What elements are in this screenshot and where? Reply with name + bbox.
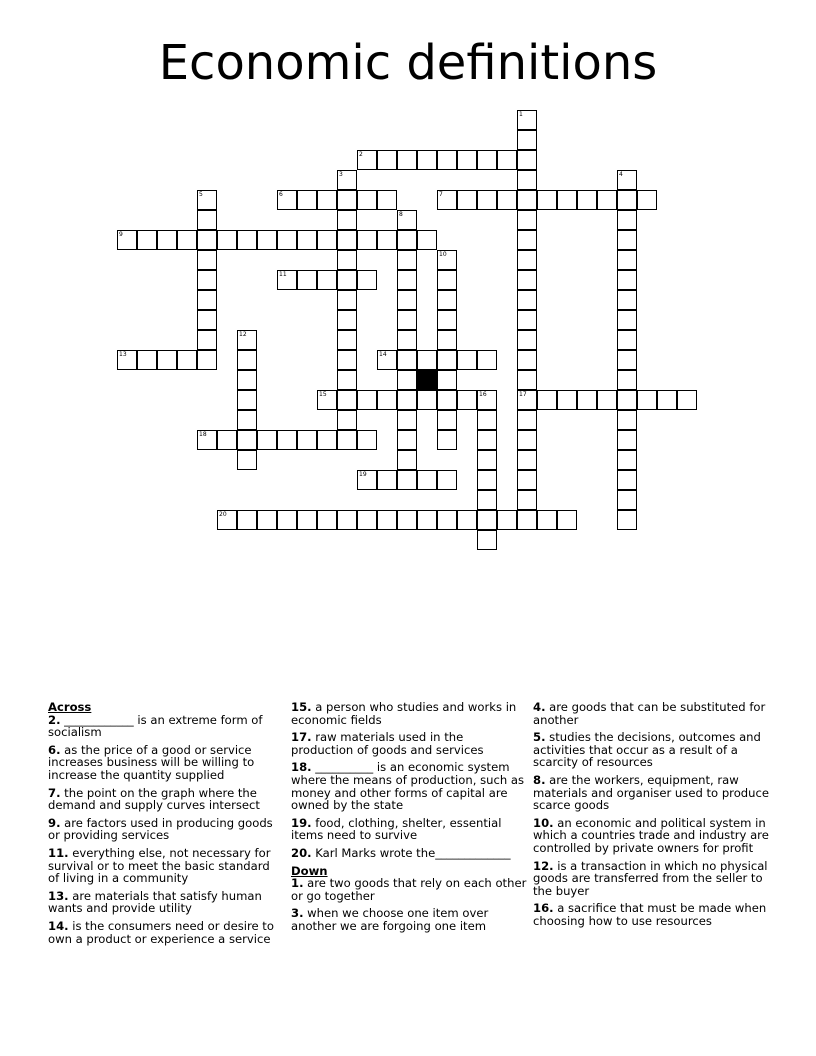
grid-cell[interactable] — [217, 230, 237, 250]
grid-cell[interactable] — [197, 290, 217, 310]
clue-item — [291, 877, 527, 902]
clue-number-label: 9. — [48, 815, 61, 830]
grid-cell[interactable] — [337, 370, 357, 390]
clue-number: 5 — [199, 191, 203, 198]
grid-cell[interactable] — [377, 470, 397, 490]
down-clue-list — [291, 877, 527, 932]
grid-cell[interactable] — [297, 430, 317, 450]
grid-cell[interactable] — [397, 270, 417, 290]
grid-cell[interactable] — [617, 270, 637, 290]
clue-text: everything else, not necessary for survival or to meet the basic standard of living in a community — [48, 845, 271, 886]
grid-cell[interactable] — [457, 390, 477, 410]
grid-cell[interactable] — [377, 150, 397, 170]
clue-number: 16 — [479, 391, 487, 398]
grid-cell[interactable] — [417, 150, 437, 170]
grid-cell[interactable] — [437, 290, 457, 310]
grid-cell[interactable] — [397, 390, 417, 410]
grid-cell[interactable] — [357, 510, 377, 530]
grid-cell[interactable] — [537, 190, 557, 210]
grid-cell[interactable] — [137, 230, 157, 250]
grid-cell[interactable] — [517, 170, 537, 190]
grid-cell[interactable] — [477, 410, 497, 430]
grid-cell[interactable] — [397, 450, 417, 470]
clue-item — [48, 920, 284, 945]
grid-cell[interactable] — [337, 390, 357, 410]
clue-item — [291, 847, 527, 860]
clues-column-1 — [48, 701, 284, 950]
grid-cell[interactable] — [517, 250, 537, 270]
clue-number-label: 16. — [533, 901, 554, 916]
grid-cell[interactable] — [397, 510, 417, 530]
clue-item — [48, 714, 284, 739]
grid-cell[interactable] — [317, 190, 337, 210]
grid-cell[interactable] — [297, 230, 317, 250]
grid-cell[interactable] — [617, 510, 637, 530]
grid-cell[interactable] — [397, 210, 417, 230]
grid-cell[interactable] — [617, 290, 637, 310]
grid-cell[interactable] — [357, 470, 377, 490]
grid-cell[interactable] — [297, 270, 317, 290]
clue-number: 7 — [439, 191, 443, 198]
grid-cell[interactable] — [377, 230, 397, 250]
clue-text: are goods that can be substituted for another — [533, 700, 766, 727]
clue-text: __________ is an economic system where the means of production, such as money and other forms of capital are owned by the state — [291, 760, 525, 813]
grid-cell[interactable] — [397, 470, 417, 490]
grid-cell[interactable] — [517, 410, 537, 430]
grid-cell[interactable] — [397, 290, 417, 310]
grid-cell[interactable] — [357, 190, 377, 210]
grid-cell[interactable] — [277, 270, 297, 290]
grid-cell[interactable] — [437, 250, 457, 270]
grid-cell[interactable] — [517, 150, 537, 170]
grid-cell[interactable] — [437, 410, 457, 430]
grid-cell[interactable] — [517, 130, 537, 150]
grid-cell[interactable] — [217, 510, 237, 530]
grid-cell[interactable] — [337, 170, 357, 190]
clue-text: ____________ is an extreme form of socialism — [48, 712, 263, 740]
grid-cell[interactable] — [357, 150, 377, 170]
clue-number-label: 5. — [533, 730, 546, 745]
grid-cell[interactable] — [517, 450, 537, 470]
grid-cell[interactable] — [397, 430, 417, 450]
grid-cell[interactable] — [437, 190, 457, 210]
across-heading: Across — [48, 700, 92, 714]
grid-cell[interactable] — [477, 530, 497, 550]
grid-cell[interactable] — [337, 270, 357, 290]
grid-cell[interactable] — [517, 270, 537, 290]
clue-number-label: 6. — [48, 742, 61, 757]
grid-cell[interactable] — [477, 430, 497, 450]
clue-number-label: 11. — [48, 845, 69, 860]
grid-cell[interactable] — [257, 230, 277, 250]
grid-cell[interactable] — [357, 270, 377, 290]
grid-cell[interactable] — [597, 190, 617, 210]
clue-item — [533, 774, 769, 812]
clue-number-label: 12. — [533, 858, 554, 873]
grid-cell[interactable] — [497, 150, 517, 170]
clue-number-label: 14. — [48, 918, 69, 933]
clue-item — [291, 907, 527, 932]
grid-cell[interactable] — [277, 190, 297, 210]
grid-cell[interactable] — [197, 210, 217, 230]
clue-number-label: 20. — [291, 845, 312, 860]
grid-cell[interactable] — [337, 310, 357, 330]
grid-cell[interactable] — [497, 510, 517, 530]
clue-number-label: 19. — [291, 815, 312, 830]
clue-number-label: 15. — [291, 700, 312, 714]
grid-cell[interactable] — [397, 250, 417, 270]
grid-cell[interactable] — [197, 230, 217, 250]
grid-cell[interactable] — [417, 230, 437, 250]
grid-cell[interactable] — [417, 350, 437, 370]
grid-cell[interactable] — [517, 210, 537, 230]
clue-item — [533, 860, 769, 898]
grid-cell[interactable] — [337, 510, 357, 530]
grid-cell[interactable] — [597, 390, 617, 410]
grid-cell[interactable] — [337, 250, 357, 270]
grid-cell[interactable] — [637, 190, 657, 210]
grid-cell[interactable] — [517, 430, 537, 450]
grid-cell[interactable] — [517, 110, 537, 130]
grid-cell[interactable] — [537, 510, 557, 530]
grid-cell[interactable] — [197, 310, 217, 330]
grid-cell[interactable] — [577, 190, 597, 210]
grid-cell[interactable] — [197, 330, 217, 350]
grid-cell[interactable] — [197, 430, 217, 450]
grid-cell[interactable] — [237, 370, 257, 390]
grid-cell[interactable] — [317, 390, 337, 410]
grid-cell[interactable] — [517, 290, 537, 310]
clue-item — [48, 890, 284, 915]
clue-number: 12 — [239, 331, 247, 338]
clue-number-label: 1. — [291, 876, 304, 891]
grid-cell[interactable] — [477, 470, 497, 490]
grid-cell[interactable] — [617, 230, 637, 250]
clue-number: 6 — [279, 191, 283, 198]
grid-cell[interactable] — [517, 330, 537, 350]
grid-cell[interactable] — [317, 430, 337, 450]
grid-cell[interactable] — [337, 230, 357, 250]
grid-cell[interactable] — [337, 330, 357, 350]
grid-cell[interactable] — [437, 370, 457, 390]
clue-text: the point on the graph where the demand and supply curves intersect — [48, 785, 260, 813]
clue-number: 20 — [219, 511, 227, 518]
grid-cell[interactable] — [557, 390, 577, 410]
grid-cell[interactable] — [517, 310, 537, 330]
clue-number-label: 7. — [48, 785, 61, 800]
clue-text: raw materials used in the production of goods and services — [291, 730, 484, 757]
grid-cell[interactable] — [237, 230, 257, 250]
clue-item — [48, 787, 284, 812]
grid-cell[interactable] — [317, 230, 337, 250]
grid-cell[interactable] — [237, 450, 257, 470]
grid-cell[interactable] — [237, 430, 257, 450]
grid-cell[interactable] — [377, 510, 397, 530]
clue-text: are factors used in producing goods or providing services — [48, 815, 273, 843]
grid-cell[interactable] — [337, 430, 357, 450]
grid-cell[interactable] — [617, 410, 637, 430]
grid-cell[interactable] — [437, 430, 457, 450]
clue-item — [533, 701, 769, 726]
clue-number-label: 10. — [533, 815, 554, 830]
clue-number: 9 — [119, 231, 123, 238]
clue-text: is the consumers need or desire to own a product or experience a service — [48, 918, 274, 946]
grid-cell[interactable] — [317, 270, 337, 290]
grid-cell[interactable] — [617, 250, 637, 270]
black-cell — [417, 370, 437, 390]
grid-cell[interactable] — [117, 230, 137, 250]
clue-number-label: 13. — [48, 888, 69, 903]
grid-cell[interactable] — [437, 330, 457, 350]
grid-cell[interactable] — [457, 190, 477, 210]
grid-cell[interactable] — [177, 350, 197, 370]
grid-cell[interactable] — [337, 350, 357, 370]
grid-cell[interactable] — [417, 470, 437, 490]
clue-text: food, clothing, shelter, essential items need to survive — [291, 815, 502, 843]
clue-item — [48, 817, 284, 842]
grid-cell[interactable] — [437, 150, 457, 170]
grid-cell[interactable] — [617, 310, 637, 330]
grid-cell[interactable] — [457, 150, 477, 170]
clue-number: 15 — [319, 391, 327, 398]
grid-cell[interactable] — [477, 350, 497, 370]
grid-cell[interactable] — [557, 510, 577, 530]
clue-item — [291, 761, 527, 811]
clue-item — [533, 731, 769, 769]
grid-cell[interactable] — [617, 330, 637, 350]
clue-number: 10 — [439, 251, 447, 258]
grid-cell[interactable] — [197, 250, 217, 270]
grid-cell[interactable] — [277, 230, 297, 250]
clue-item — [533, 902, 769, 927]
grid-cell[interactable] — [637, 390, 657, 410]
clue-text: an economic and political system in which a countries trade and industry are controlled by private owners for profit — [533, 815, 769, 855]
clue-number: 17 — [519, 391, 527, 398]
clue-item — [48, 744, 284, 782]
clue-number: 14 — [379, 351, 387, 358]
grid-cell[interactable] — [477, 390, 497, 410]
grid-cell[interactable] — [517, 350, 537, 370]
grid-cell[interactable] — [617, 210, 637, 230]
grid-cell[interactable] — [357, 430, 377, 450]
grid-cell[interactable] — [297, 190, 317, 210]
grid-cell[interactable] — [477, 150, 497, 170]
grid-cell[interactable] — [477, 190, 497, 210]
grid-cell[interactable] — [237, 390, 257, 410]
grid-cell[interactable] — [517, 490, 537, 510]
grid-cell[interactable] — [437, 390, 457, 410]
clue-number: 1 — [519, 111, 523, 118]
grid-cell[interactable] — [617, 390, 637, 410]
clue-text: studies the decisions, outcomes and activities that occur as a result of a scarcity of resources — [533, 730, 761, 770]
grid-cell[interactable] — [397, 330, 417, 350]
clue-text: when we choose one item over another we are forgoing one item — [291, 906, 489, 933]
grid-cell[interactable] — [477, 490, 497, 510]
grid-cell[interactable] — [357, 390, 377, 410]
grid-cell[interactable] — [517, 230, 537, 250]
across-clue-list — [48, 714, 284, 946]
grid-cell[interactable] — [677, 390, 697, 410]
clue-item — [533, 817, 769, 855]
clue-number: 3 — [339, 171, 343, 178]
grid-cell[interactable] — [377, 390, 397, 410]
grid-cell[interactable] — [237, 410, 257, 430]
grid-cell[interactable] — [517, 470, 537, 490]
grid-cell[interactable] — [397, 150, 417, 170]
grid-cell[interactable] — [157, 350, 177, 370]
clue-item — [291, 731, 527, 756]
clue-number: 18 — [199, 431, 207, 438]
grid-cell[interactable] — [337, 410, 357, 430]
grid-cell[interactable] — [517, 190, 537, 210]
grid-cell[interactable] — [237, 350, 257, 370]
grid-cell[interactable] — [257, 510, 277, 530]
grid-cell[interactable] — [617, 350, 637, 370]
grid-cell[interactable] — [297, 510, 317, 530]
grid-cell[interactable] — [397, 350, 417, 370]
grid-cell[interactable] — [397, 370, 417, 390]
clue-number: 19 — [359, 471, 367, 478]
grid-cell[interactable] — [257, 430, 277, 450]
clue-text: a person who studies and works in economic fields — [291, 700, 517, 727]
grid-cell[interactable] — [377, 350, 397, 370]
clue-text: are the workers, equipment, raw materials and organiser used to produce scarce goods — [533, 772, 769, 813]
grid-cell[interactable] — [477, 450, 497, 470]
clue-text: Karl Marks wrote the_____________ — [311, 845, 511, 860]
clue-number-label: 3. — [291, 906, 304, 921]
down-clue-list-continued — [533, 701, 769, 928]
clue-number-label: 17. — [291, 730, 312, 745]
grid-cell[interactable] — [237, 330, 257, 350]
clue-number: 13 — [119, 351, 127, 358]
grid-cell[interactable] — [217, 430, 237, 450]
grid-cell[interactable] — [517, 510, 537, 530]
grid-cell[interactable] — [617, 490, 637, 510]
clues-column-2 — [291, 701, 527, 938]
grid-cell[interactable] — [457, 350, 477, 370]
grid-cell[interactable] — [317, 510, 337, 530]
grid-cell[interactable] — [197, 270, 217, 290]
grid-cell[interactable] — [417, 510, 437, 530]
grid-cell[interactable] — [357, 230, 377, 250]
grid-cell[interactable] — [437, 470, 457, 490]
clue-number-label: 18. — [291, 760, 312, 775]
grid-cell[interactable] — [557, 190, 577, 210]
grid-cell[interactable] — [337, 210, 357, 230]
grid-cell[interactable] — [457, 510, 477, 530]
clues-column-3 — [533, 701, 769, 933]
grid-cell[interactable] — [537, 390, 557, 410]
grid-cell[interactable] — [117, 350, 137, 370]
clue-text: are two goods that rely on each other or go together — [291, 876, 527, 903]
grid-cell[interactable] — [617, 430, 637, 450]
grid-cell[interactable] — [397, 230, 417, 250]
clue-text: as the price of a good or service increases business will be willing to increase the quantity supplied — [48, 742, 255, 782]
grid-cell[interactable] — [397, 410, 417, 430]
clue-number: 2 — [359, 151, 363, 158]
grid-cell[interactable] — [477, 510, 497, 530]
grid-cell[interactable] — [577, 390, 597, 410]
down-heading: Down — [291, 863, 328, 878]
grid-cell[interactable] — [437, 510, 457, 530]
grid-cell[interactable] — [517, 370, 537, 390]
grid-cell[interactable] — [177, 230, 197, 250]
grid-cell[interactable] — [617, 470, 637, 490]
grid-cell[interactable] — [497, 190, 517, 210]
clue-number-label: 8. — [533, 772, 546, 787]
grid-cell[interactable] — [157, 230, 177, 250]
clue-item — [291, 701, 527, 726]
grid-cell[interactable] — [657, 390, 677, 410]
across-clue-list-continued — [291, 701, 527, 860]
clue-text: are materials that satisfy human wants and provide utility — [48, 888, 262, 916]
grid-cell[interactable] — [277, 430, 297, 450]
grid-cell[interactable] — [437, 270, 457, 290]
clue-number-label: 2. — [48, 712, 61, 727]
grid-cell[interactable] — [417, 390, 437, 410]
grid-cell[interactable] — [337, 190, 357, 210]
grid-cell[interactable] — [617, 190, 637, 210]
grid-cell[interactable] — [437, 310, 457, 330]
grid-cell[interactable] — [337, 290, 357, 310]
page-title: Economic definitions — [158, 35, 658, 91]
clue-number: 11 — [279, 271, 287, 278]
clue-number-label: 4. — [533, 700, 546, 714]
grid-cell[interactable] — [137, 350, 157, 370]
grid-cell[interactable] — [437, 350, 457, 370]
clue-number: 8 — [399, 211, 403, 218]
clue-item — [48, 847, 284, 885]
grid-cell[interactable] — [197, 350, 217, 370]
grid-cell[interactable] — [617, 450, 637, 470]
grid-cell[interactable] — [197, 190, 217, 210]
grid-cell[interactable] — [397, 310, 417, 330]
grid-cell[interactable] — [617, 170, 637, 190]
clue-text: is a transaction in which no physical goods are transferred from the seller to the buyer — [533, 858, 768, 898]
grid-cell[interactable] — [277, 510, 297, 530]
clue-text: a sacrifice that must be made when choosing how to use resources — [533, 901, 767, 928]
grid-cell[interactable] — [377, 190, 397, 210]
clue-number: 4 — [619, 171, 623, 178]
grid-cell[interactable] — [237, 510, 257, 530]
clue-item — [291, 817, 527, 842]
grid-cell[interactable] — [517, 390, 537, 410]
grid-cell[interactable] — [617, 370, 637, 390]
